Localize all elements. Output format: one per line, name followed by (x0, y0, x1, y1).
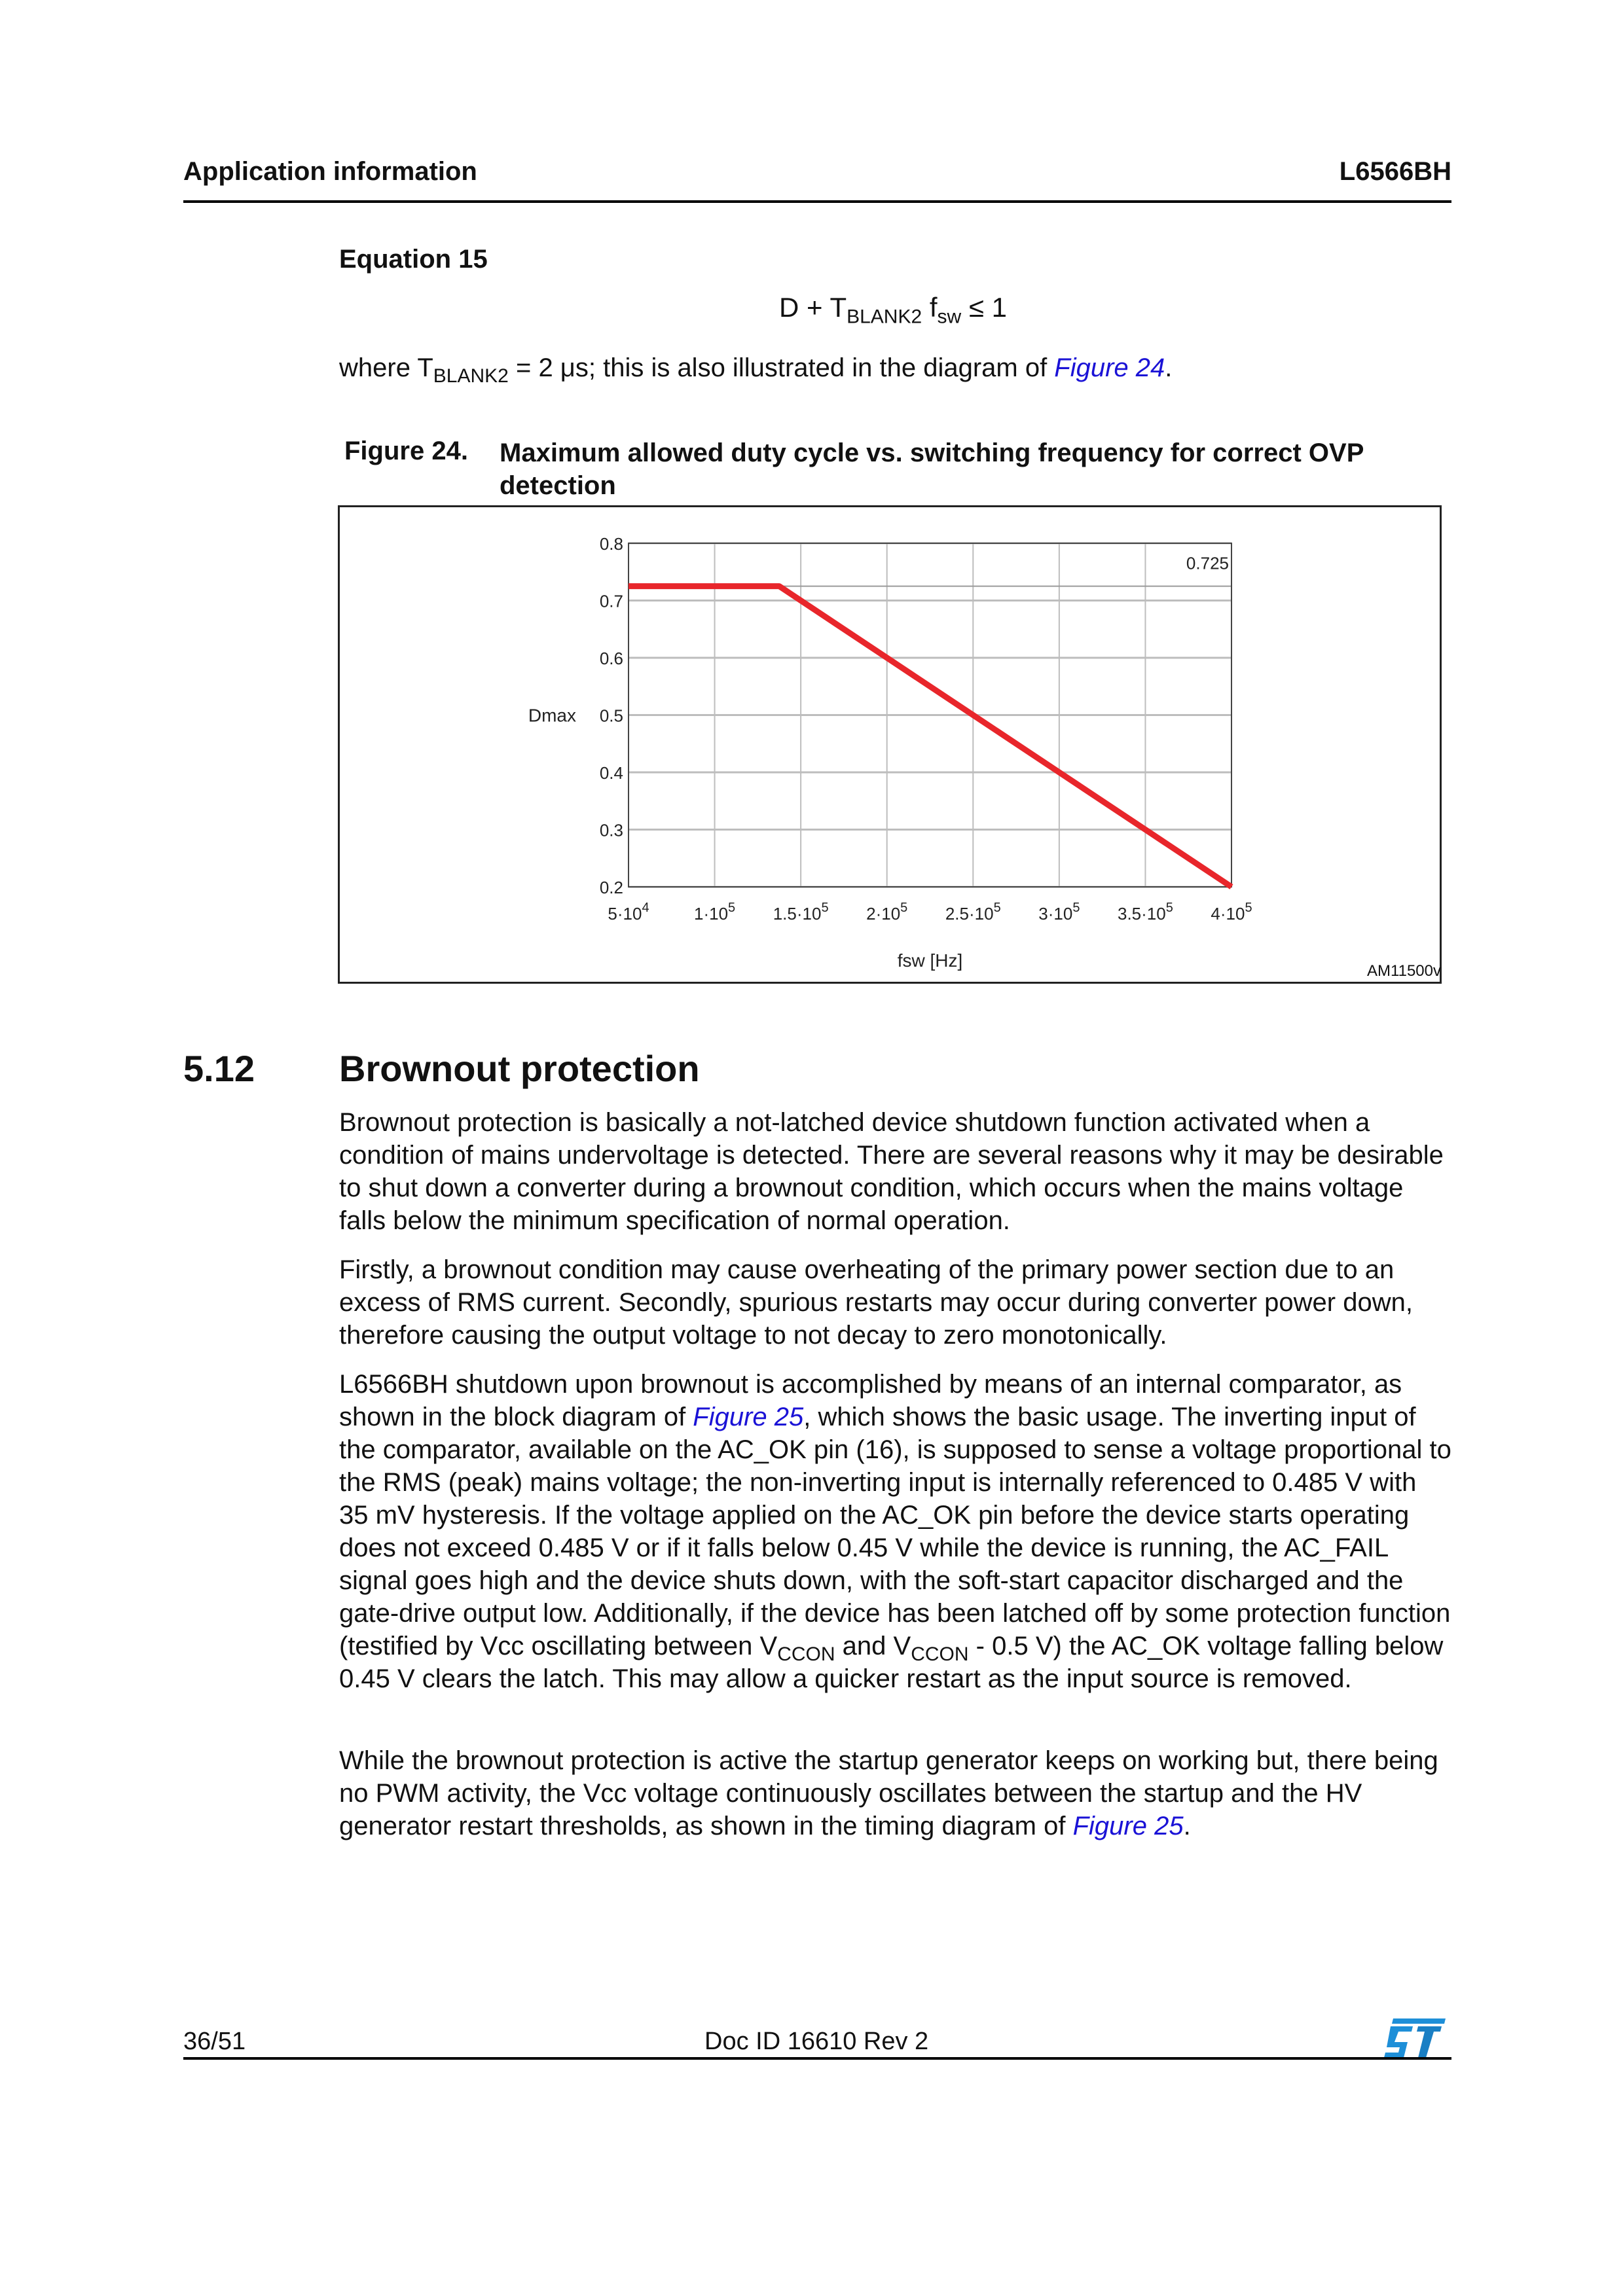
running-header-part-number: L6566BH (1339, 157, 1451, 186)
st-logo-icon (1381, 2016, 1447, 2060)
x-tick-label: $2\cdot 10^5$ (866, 901, 908, 924)
x-tick-label: $2.5\cdot 10^5$ (945, 901, 1001, 924)
paragraph-3: L6566BH shutdown upon brownout is accomplished by means of an internal comparator, as shown in the block diagram of Figure 25, which shows the basic usage. The inverting input of the comparator, available on the AC_OK pin (16), is supposed to sense a voltage proportional to the RMS (peak) mains voltage; the non-inverting input is internally referenced to 0.485 V with 35 mV hysteresis. If the voltage applied on the AC_OK pin before the device starts operating does not exceed 0.485 V or if it falls below 0.45 V while the device is running, the AC_FAIL signal goes high and the device shuts down, with the soft-start capacitor discharged and the gate-drive output low. Additionally, if the device has been latched off by some protection function (testified by Vcc oscillating between $V_{CCON}$ and $V_{CCON} - 0.5$ V) the AC_OK voltage falling below 0.45 V clears the latch. This may allow a quicker restart as the input source is removed. (339, 1370, 1451, 1693)
running-header-section: Application information (183, 157, 477, 186)
y-tick-label: 0.8 (599, 534, 623, 554)
figure-number: Figure 24. (344, 437, 468, 465)
doc-id: Doc ID 16610 Rev 2 (704, 2028, 929, 2055)
section-title: Brownout protection (339, 1048, 700, 1089)
x-tick-label: $5\cdot 10^4$ (608, 901, 649, 924)
equation-title: Equation 15 (339, 245, 488, 274)
equation-15: $D + T_{BLANK2}$ $f_{sw} \le 1$ (779, 292, 1007, 328)
paragraph-2: Firstly, a brownout condition may cause overheating of the primary power section due to an excess of RMS current. Secondly, spurious restarts may occur during converter power down, therefore causing the output voltage to not decay to zero monotonically. (339, 1255, 1413, 1350)
paragraph-4: While the brownout protection is active the startup generator keeps on working but, there being no PWM activity, the Vcc voltage continuously oscillates between the startup and the HV generator restart thresholds, as shown in the timing diagram of Figure 25. (339, 1746, 1438, 1840)
x-tick-label: $4\cdot 10^5$ (1211, 901, 1252, 924)
figure-title: Maximum allowed duty cycle vs. switching frequency for correct OVP detection (500, 439, 1364, 500)
page-number: 36/51 (183, 2028, 246, 2055)
figure-25-link[interactable]: Figure 25 (693, 1403, 804, 1431)
footer-rule (183, 2057, 1451, 2060)
x-tick-label: $3.5\cdot 10^5$ (1117, 901, 1173, 924)
figure-25-link[interactable]: Figure 25 (1072, 1812, 1184, 1840)
paragraph-1: Brownout protection is basically a not-latched device shutdown function activated when a condition of mains undervoltage is detected. There are several reasons why it may be desirable to shut down a converter during a brownout condition, which occurs when the mains voltage falls below the minimum specification of normal operation. (339, 1108, 1444, 1235)
x-axis-label: fsw [Hz] (897, 950, 963, 971)
x-tick-label: $1\cdot 10^5$ (693, 901, 736, 924)
figure-24-link[interactable]: Figure 24 (1054, 353, 1165, 382)
x-tick-label: $1.5\cdot 10^5$ (773, 901, 829, 924)
figure-code: AM11500v (1367, 962, 1441, 980)
y-tick-label: 0.5 (599, 706, 623, 726)
y-tick-label: 0.2 (599, 878, 623, 897)
equation-where-line: where $T_{BLANK2} = 2$ μs; this is also illustrated in the diagram of Figure 24. (339, 353, 1173, 387)
section-number: 5.12 (183, 1048, 255, 1089)
y-tick-label: 0.7 (599, 591, 623, 611)
y-axis-label: Dmax (528, 705, 576, 726)
y-tick-label: 0.3 (599, 820, 623, 840)
dmax-curve (629, 586, 1231, 887)
y-tick-label: 0.6 (599, 649, 623, 668)
reference-label: 0.725 (1186, 553, 1229, 573)
duty-cycle-chart (0, 0, 1623, 995)
x-tick-label: $3\cdot 10^5$ (1038, 901, 1080, 924)
y-tick-label: 0.4 (599, 763, 623, 783)
